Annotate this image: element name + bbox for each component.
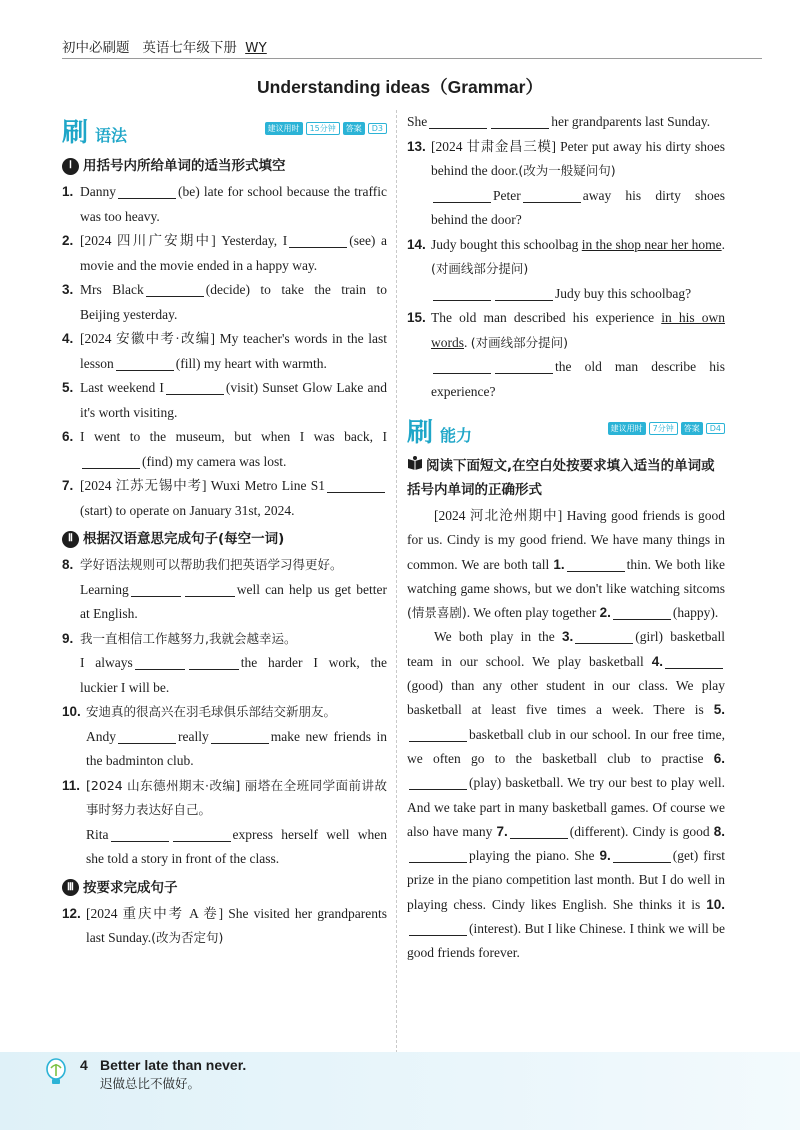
answer-blank[interactable]	[567, 558, 625, 572]
question-number: 8.	[62, 557, 74, 572]
page-number: 4	[80, 1057, 88, 1073]
answer-blank[interactable]	[523, 189, 581, 203]
answer-tag: 答案	[681, 422, 703, 435]
answer-blank[interactable]	[433, 360, 491, 374]
answer-blank[interactable]	[211, 730, 269, 744]
page-footer	[0, 1052, 800, 1130]
chinese-prompt: 学好语法规则可以帮助我们把英语学习得更好。	[80, 557, 343, 572]
question-text: Judy buy this schoolbag?	[555, 285, 692, 301]
passage-paragraph-1	[407, 504, 725, 625]
question-text: (find) my camera was lost.	[142, 453, 287, 469]
question-number: 12.	[62, 905, 81, 921]
question-number: 1.	[62, 184, 74, 199]
reading-instruction-text: 阅读下面短文,在空白处按要求填入适当的单词或括号内单词的正确形式	[407, 458, 715, 498]
time-value: 15分钟	[306, 122, 340, 135]
shua-logo: 刷	[407, 418, 434, 448]
question-number: 10.	[62, 704, 81, 719]
question-11	[62, 774, 387, 872]
chinese-prompt: [2024 山东德州期末·改编] 丽塔在全班同学面前讲故事时努力表达好自己。	[86, 777, 387, 817]
question-text: She	[407, 114, 428, 129]
shua-logo: 刷	[62, 118, 89, 148]
passage-text: (get) first prize in the piano competition last month. But I do well in playing chess. Cindy likes English. She thinks it is	[407, 848, 726, 912]
answer-blank[interactable]	[185, 583, 235, 597]
answer-blank[interactable]	[409, 849, 467, 863]
part-title-text: 用括号内所给单词的适当形式填空	[83, 158, 286, 174]
question-number: 4.	[62, 331, 74, 346]
underlined-phrase: in his own words	[431, 310, 726, 350]
answer-blank[interactable]	[131, 583, 181, 597]
question-1	[62, 180, 387, 229]
answer-page: D3	[368, 123, 387, 134]
question-text: make new friends in the badminton club.	[86, 728, 387, 768]
time-tag: 建议用时	[608, 422, 646, 435]
question-text: (be) late for school because the traffic was too heavy.	[80, 184, 387, 224]
question-6	[62, 425, 387, 474]
question-text: I went to the museum, but when I was back, I	[80, 429, 387, 444]
blank-number: 1.	[553, 556, 565, 572]
question-number: 13.	[407, 138, 426, 154]
passage-text: playing the piano. She	[469, 848, 595, 864]
answer-blank[interactable]	[289, 234, 347, 248]
underlined-phrase: in the shop near her home	[581, 236, 722, 252]
question-8	[62, 553, 387, 627]
question-number: 11.	[62, 777, 81, 793]
passage-text: (happy).	[672, 605, 719, 621]
question-text: her grandparents last Sunday.	[551, 114, 711, 129]
blank-number: 6.	[713, 750, 725, 766]
part-title	[62, 527, 387, 551]
answer-blank[interactable]	[613, 606, 671, 620]
question-number: 5.	[62, 380, 74, 395]
passage-text: thin. We both like watching game shows, but we don't like watching sitcoms	[407, 556, 726, 596]
blank-number: 3.	[562, 629, 574, 645]
section-meta	[265, 122, 387, 135]
part-badge: Ⅱ	[62, 531, 79, 548]
question-number: 3.	[62, 282, 74, 297]
question-12-answer	[407, 110, 725, 135]
chinese-prompt: 我一直相信工作越努力,我就会越幸运。	[80, 630, 297, 646]
instruction-note: (改为否定句)	[151, 930, 224, 945]
instruction-note: (对画线部分提问)	[431, 261, 529, 276]
part-title-text: 按要求完成句子	[83, 879, 178, 896]
instruction-note: (改为一般疑问句)	[518, 163, 616, 178]
passage-text: [2024 河北沧州期中] Having good friends is good for us. Cindy is my good friend. We have many things in common. We are both tall	[407, 508, 725, 572]
passage-text: . We often play together	[466, 605, 597, 621]
reading-icon	[407, 454, 423, 478]
question-text: express herself well when she told a story in front of the class.	[86, 826, 387, 866]
answer-tag: 答案	[343, 122, 365, 135]
answer-blank[interactable]	[575, 630, 633, 644]
reading-passage	[407, 504, 725, 966]
passage-text: basketball club in our school. In our free time, we often go to the basketball club to practise	[407, 726, 725, 766]
question-number: 15.	[407, 310, 426, 325]
section-meta	[608, 422, 725, 435]
blank-number: 9.	[599, 848, 611, 864]
left-column	[62, 110, 387, 951]
edition-label: WY	[245, 40, 267, 56]
part-badge: Ⅰ	[62, 158, 79, 175]
passage-text: We both play in the	[434, 629, 555, 645]
question-text: (start) to operate on January 31st, 2024.	[80, 502, 295, 518]
question-text: away his dirty shoes behind the door?	[431, 187, 725, 227]
question-7	[62, 474, 387, 523]
question-text: [2024 四川广安期中] Yesterday, I	[80, 233, 288, 248]
answer-blank[interactable]	[327, 479, 385, 493]
answer-blank[interactable]	[495, 287, 553, 301]
question-15: 15. The old man described his experience in his own words. (对画线部分提问) the old man describe his experience?	[407, 306, 725, 404]
answer-blank[interactable]	[510, 825, 568, 839]
question-text: really	[178, 728, 209, 744]
answer-blank[interactable]	[613, 849, 671, 863]
question-text: [2024 甘肃金昌三模] Peter put away his dirty shoes behind the door.	[431, 138, 725, 178]
question-number: 6.	[62, 429, 74, 444]
blank-number: 4.	[651, 653, 663, 669]
part-title-text: 根据汉语意思完成句子(每空一词)	[83, 531, 285, 547]
answer-blank[interactable]	[146, 283, 204, 297]
instruction-note: (对画线部分提问)	[470, 334, 569, 350]
question-text: Andy	[86, 728, 116, 744]
passage-text: (play) basketball. We try our best to play well. And we take part in many basketball games. Of course we also have many	[407, 775, 725, 839]
question-text: (see) a movie and the movie ended in a happy way.	[80, 233, 387, 273]
header-rule	[62, 58, 762, 59]
question-text: [2024 重庆中考 A 卷] She visited her grandparents last Sunday.	[86, 905, 387, 945]
answer-blank[interactable]	[116, 357, 174, 371]
part-badge: Ⅲ	[62, 879, 79, 896]
time-tag: 建议用时	[265, 122, 303, 135]
column-divider	[396, 110, 397, 1058]
footer-motto-cn: 迟做总比不做好。	[100, 1076, 201, 1091]
answer-blank[interactable]	[135, 656, 185, 670]
answer-blank[interactable]	[409, 728, 467, 742]
answer-blank[interactable]	[118, 185, 176, 199]
answer-blank[interactable]	[173, 828, 231, 842]
answer-blank[interactable]	[429, 115, 487, 129]
answer-page: D4	[706, 423, 725, 434]
question-4	[62, 327, 387, 376]
question-text: Judy bought this schoolbag	[431, 236, 579, 252]
section-ability-header	[407, 410, 725, 450]
right-column	[407, 110, 725, 966]
passage-text: (interest). But I like Chinese. I think we will be good friends forever.	[407, 921, 725, 961]
book-name: 初中必刷题	[62, 40, 130, 56]
passage-text: (good) than any other student in our class. We play basketball at least five times a week. There is	[407, 678, 725, 718]
passage-text: (different). Cindy is good	[569, 823, 710, 839]
question-text: [2024 安徽中考·改编] My teacher's words in the last lesson	[80, 331, 387, 371]
answer-blank[interactable]	[409, 776, 467, 790]
subject-name: 英语七年级下册	[142, 40, 237, 56]
answer-blank[interactable]	[491, 115, 549, 129]
question-number: 14.	[407, 236, 426, 252]
answer-blank[interactable]	[118, 730, 176, 744]
answer-blank[interactable]	[433, 287, 491, 301]
question-text: Rita	[86, 826, 109, 842]
page-title: Understanding ideas（Grammar）	[257, 77, 543, 97]
question-5	[62, 376, 387, 425]
question-text: (visit) Sunset Glow Lake and it's worth visiting.	[80, 380, 387, 420]
question-number: 9.	[62, 630, 74, 646]
answer-blank[interactable]	[495, 360, 553, 374]
blank-number: 8.	[713, 823, 725, 839]
question-text: [2024 江苏无锡中考] Wuxi Metro Line S1	[80, 478, 325, 493]
question-14: 14. Judy bought this schoolbag in the shop near her home. (对画线部分提问) Judy buy this schoolbag?	[407, 233, 725, 307]
question-text: the harder I work, the luckier I will be.	[80, 655, 388, 695]
section-grammar-header	[62, 110, 387, 150]
section-name: 能力	[440, 426, 473, 445]
part-title	[62, 876, 387, 900]
lightbulb-icon	[44, 1058, 68, 1093]
answer-blank[interactable]	[166, 381, 224, 395]
question-number: 7.	[62, 478, 74, 493]
question-text: Danny	[80, 184, 116, 199]
blank-number: 2.	[599, 605, 611, 621]
passage-paragraph-2	[407, 625, 725, 965]
question-text: Last weekend I	[80, 380, 164, 395]
chinese-prompt: 安迪真的很高兴在羽毛球俱乐部结交新朋友。	[86, 704, 337, 719]
question-text: (fill) my heart with warmth.	[175, 355, 327, 371]
question-text: Mrs Black	[80, 282, 144, 297]
reading-instruction	[407, 454, 725, 502]
answer-blank[interactable]	[433, 189, 491, 203]
blank-number: 10.	[706, 896, 726, 912]
running-header	[62, 36, 267, 56]
question-number: 2.	[62, 233, 74, 248]
section-name: 语法	[95, 126, 128, 145]
question-text: Peter	[493, 187, 521, 203]
answer-blank[interactable]	[189, 656, 239, 670]
question-text: I always	[80, 655, 133, 670]
question-3	[62, 278, 387, 327]
footer-motto: Better late than never.	[100, 1057, 247, 1073]
answer-blank[interactable]	[409, 922, 467, 936]
question-2	[62, 229, 387, 278]
question-9	[62, 627, 387, 701]
passage-text: (girl) basketball team in our school. We play basketball	[407, 629, 725, 669]
time-value: 7分钟	[649, 422, 678, 435]
blank-number: 5.	[713, 702, 726, 718]
question-10	[62, 700, 387, 774]
part-title	[62, 154, 387, 178]
question-text: (decide) to take the train to Beijing yesterday.	[80, 282, 387, 322]
question-13	[407, 135, 725, 233]
chinese-gloss: (情景喜剧)	[407, 605, 467, 621]
question-text: the old man describe his experience?	[431, 359, 725, 399]
question-text: Learning	[80, 581, 129, 597]
answer-blank[interactable]	[111, 828, 169, 842]
question-12	[62, 902, 387, 951]
answer-blank[interactable]	[82, 455, 140, 469]
question-text: The old man described his experience	[431, 310, 655, 325]
question-text: well can help us get better at English.	[80, 581, 387, 621]
answer-blank[interactable]	[665, 655, 723, 669]
blank-number: 7.	[496, 823, 508, 839]
